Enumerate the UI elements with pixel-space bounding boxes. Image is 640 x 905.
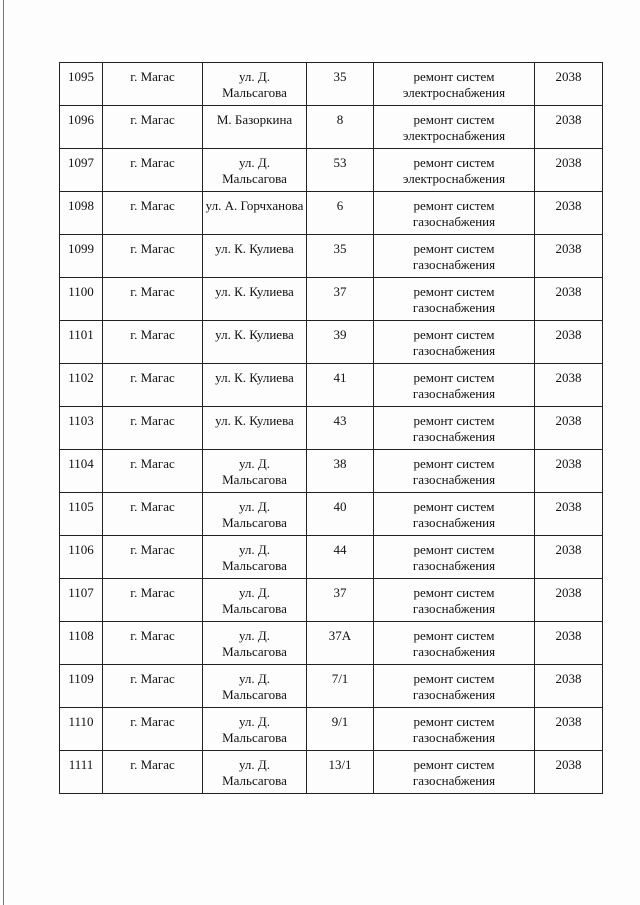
house-number-cell: 6 [307, 192, 374, 235]
house-number-cell: 37 [307, 579, 374, 622]
work-type-cell: ремонт систем газоснабжения [374, 708, 535, 751]
house-number-cell: 43 [307, 407, 374, 450]
city-cell: г. Магас [103, 63, 203, 106]
row-number-cell: 1099 [60, 235, 103, 278]
table-row [60, 450, 603, 493]
year-cell: 2038 [535, 579, 603, 622]
year-cell: 2038 [535, 192, 603, 235]
table-row [60, 321, 603, 364]
house-number-cell: 38 [307, 450, 374, 493]
house-number-cell: 41 [307, 364, 374, 407]
work-type-cell: ремонт систем газоснабжения [374, 235, 535, 278]
table-row [60, 235, 603, 278]
house-number-cell: 53 [307, 149, 374, 192]
work-type-cell: ремонт систем газоснабжения [374, 536, 535, 579]
city-cell: г. Магас [103, 751, 203, 794]
work-type-cell: ремонт систем электроснабжения [374, 149, 535, 192]
house-number-cell: 40 [307, 493, 374, 536]
housing-repair-table [59, 62, 603, 794]
street-cell: ул. Д. Мальсагова [203, 665, 307, 708]
street-cell: ул. К. Кулиева [203, 407, 307, 450]
city-cell: г. Магас [103, 364, 203, 407]
house-number-cell: 44 [307, 536, 374, 579]
street-cell: ул. К. Кулиева [203, 364, 307, 407]
work-type-cell: ремонт систем газоснабжения [374, 278, 535, 321]
year-cell: 2038 [535, 278, 603, 321]
street-cell: ул. А. Горчханова [203, 192, 307, 235]
row-number-cell: 1101 [60, 321, 103, 364]
street-cell: М. Базоркина [203, 106, 307, 149]
row-number-cell: 1109 [60, 665, 103, 708]
house-number-cell: 9/1 [307, 708, 374, 751]
year-cell: 2038 [535, 708, 603, 751]
row-number-cell: 1108 [60, 622, 103, 665]
street-cell: ул. Д. Мальсагова [203, 493, 307, 536]
house-number-cell: 8 [307, 106, 374, 149]
table-row [60, 407, 603, 450]
city-cell: г. Магас [103, 665, 203, 708]
city-cell: г. Магас [103, 450, 203, 493]
table-row [60, 665, 603, 708]
table-row [60, 579, 603, 622]
house-number-cell: 7/1 [307, 665, 374, 708]
city-cell: г. Магас [103, 622, 203, 665]
city-cell: г. Магас [103, 579, 203, 622]
table-row [60, 364, 603, 407]
city-cell: г. Магас [103, 708, 203, 751]
street-cell: ул. Д. Мальсагова [203, 536, 307, 579]
city-cell: г. Магас [103, 235, 203, 278]
year-cell: 2038 [535, 450, 603, 493]
work-type-cell: ремонт систем газоснабжения [374, 321, 535, 364]
row-number-cell: 1105 [60, 493, 103, 536]
year-cell: 2038 [535, 235, 603, 278]
city-cell: г. Магас [103, 278, 203, 321]
table-row [60, 278, 603, 321]
table-row [60, 63, 603, 106]
row-number-cell: 1097 [60, 149, 103, 192]
street-cell: ул. К. Кулиева [203, 321, 307, 364]
scan-edge-line [3, 0, 4, 905]
year-cell: 2038 [535, 536, 603, 579]
year-cell: 2038 [535, 665, 603, 708]
year-cell: 2038 [535, 364, 603, 407]
city-cell: г. Магас [103, 106, 203, 149]
row-number-cell: 1098 [60, 192, 103, 235]
year-cell: 2038 [535, 751, 603, 794]
table-row [60, 493, 603, 536]
work-type-cell: ремонт систем газоснабжения [374, 579, 535, 622]
house-number-cell: 13/1 [307, 751, 374, 794]
work-type-cell: ремонт систем газоснабжения [374, 364, 535, 407]
city-cell: г. Магас [103, 493, 203, 536]
table-row [60, 106, 603, 149]
street-cell: ул. Д. Мальсагова [203, 622, 307, 665]
street-cell: ул. Д. Мальсагова [203, 63, 307, 106]
row-number-cell: 1100 [60, 278, 103, 321]
street-cell: ул. Д. Мальсагова [203, 579, 307, 622]
house-number-cell: 37А [307, 622, 374, 665]
table-row [60, 708, 603, 751]
work-type-cell: ремонт систем газоснабжения [374, 751, 535, 794]
street-cell: ул. Д. Мальсагова [203, 450, 307, 493]
row-number-cell: 1095 [60, 63, 103, 106]
city-cell: г. Магас [103, 321, 203, 364]
house-number-cell: 35 [307, 235, 374, 278]
street-cell: ул. К. Кулиева [203, 278, 307, 321]
work-type-cell: ремонт систем газоснабжения [374, 665, 535, 708]
table-row [60, 149, 603, 192]
table-row [60, 536, 603, 579]
table-row [60, 751, 603, 794]
row-number-cell: 1104 [60, 450, 103, 493]
work-type-cell: ремонт систем газоснабжения [374, 622, 535, 665]
row-number-cell: 1102 [60, 364, 103, 407]
work-type-cell: ремонт систем газоснабжения [374, 450, 535, 493]
work-type-cell: ремонт систем газоснабжения [374, 192, 535, 235]
table-body [60, 63, 603, 794]
row-number-cell: 1103 [60, 407, 103, 450]
year-cell: 2038 [535, 106, 603, 149]
work-type-cell: ремонт систем электроснабжения [374, 106, 535, 149]
table-row [60, 622, 603, 665]
street-cell: ул. Д. Мальсагова [203, 708, 307, 751]
city-cell: г. Магас [103, 149, 203, 192]
work-type-cell: ремонт систем газоснабжения [374, 493, 535, 536]
year-cell: 2038 [535, 622, 603, 665]
house-number-cell: 39 [307, 321, 374, 364]
row-number-cell: 1111 [60, 751, 103, 794]
table-row [60, 192, 603, 235]
city-cell: г. Магас [103, 192, 203, 235]
year-cell: 2038 [535, 493, 603, 536]
city-cell: г. Магас [103, 536, 203, 579]
city-cell: г. Магас [103, 407, 203, 450]
row-number-cell: 1110 [60, 708, 103, 751]
year-cell: 2038 [535, 407, 603, 450]
work-type-cell: ремонт систем электроснабжения [374, 63, 535, 106]
street-cell: ул. Д. Мальсагова [203, 751, 307, 794]
house-number-cell: 35 [307, 63, 374, 106]
year-cell: 2038 [535, 63, 603, 106]
year-cell: 2038 [535, 321, 603, 364]
row-number-cell: 1107 [60, 579, 103, 622]
row-number-cell: 1106 [60, 536, 103, 579]
street-cell: ул. Д. Мальсагова [203, 149, 307, 192]
work-type-cell: ремонт систем газоснабжения [374, 407, 535, 450]
year-cell: 2038 [535, 149, 603, 192]
row-number-cell: 1096 [60, 106, 103, 149]
street-cell: ул. К. Кулиева [203, 235, 307, 278]
house-number-cell: 37 [307, 278, 374, 321]
